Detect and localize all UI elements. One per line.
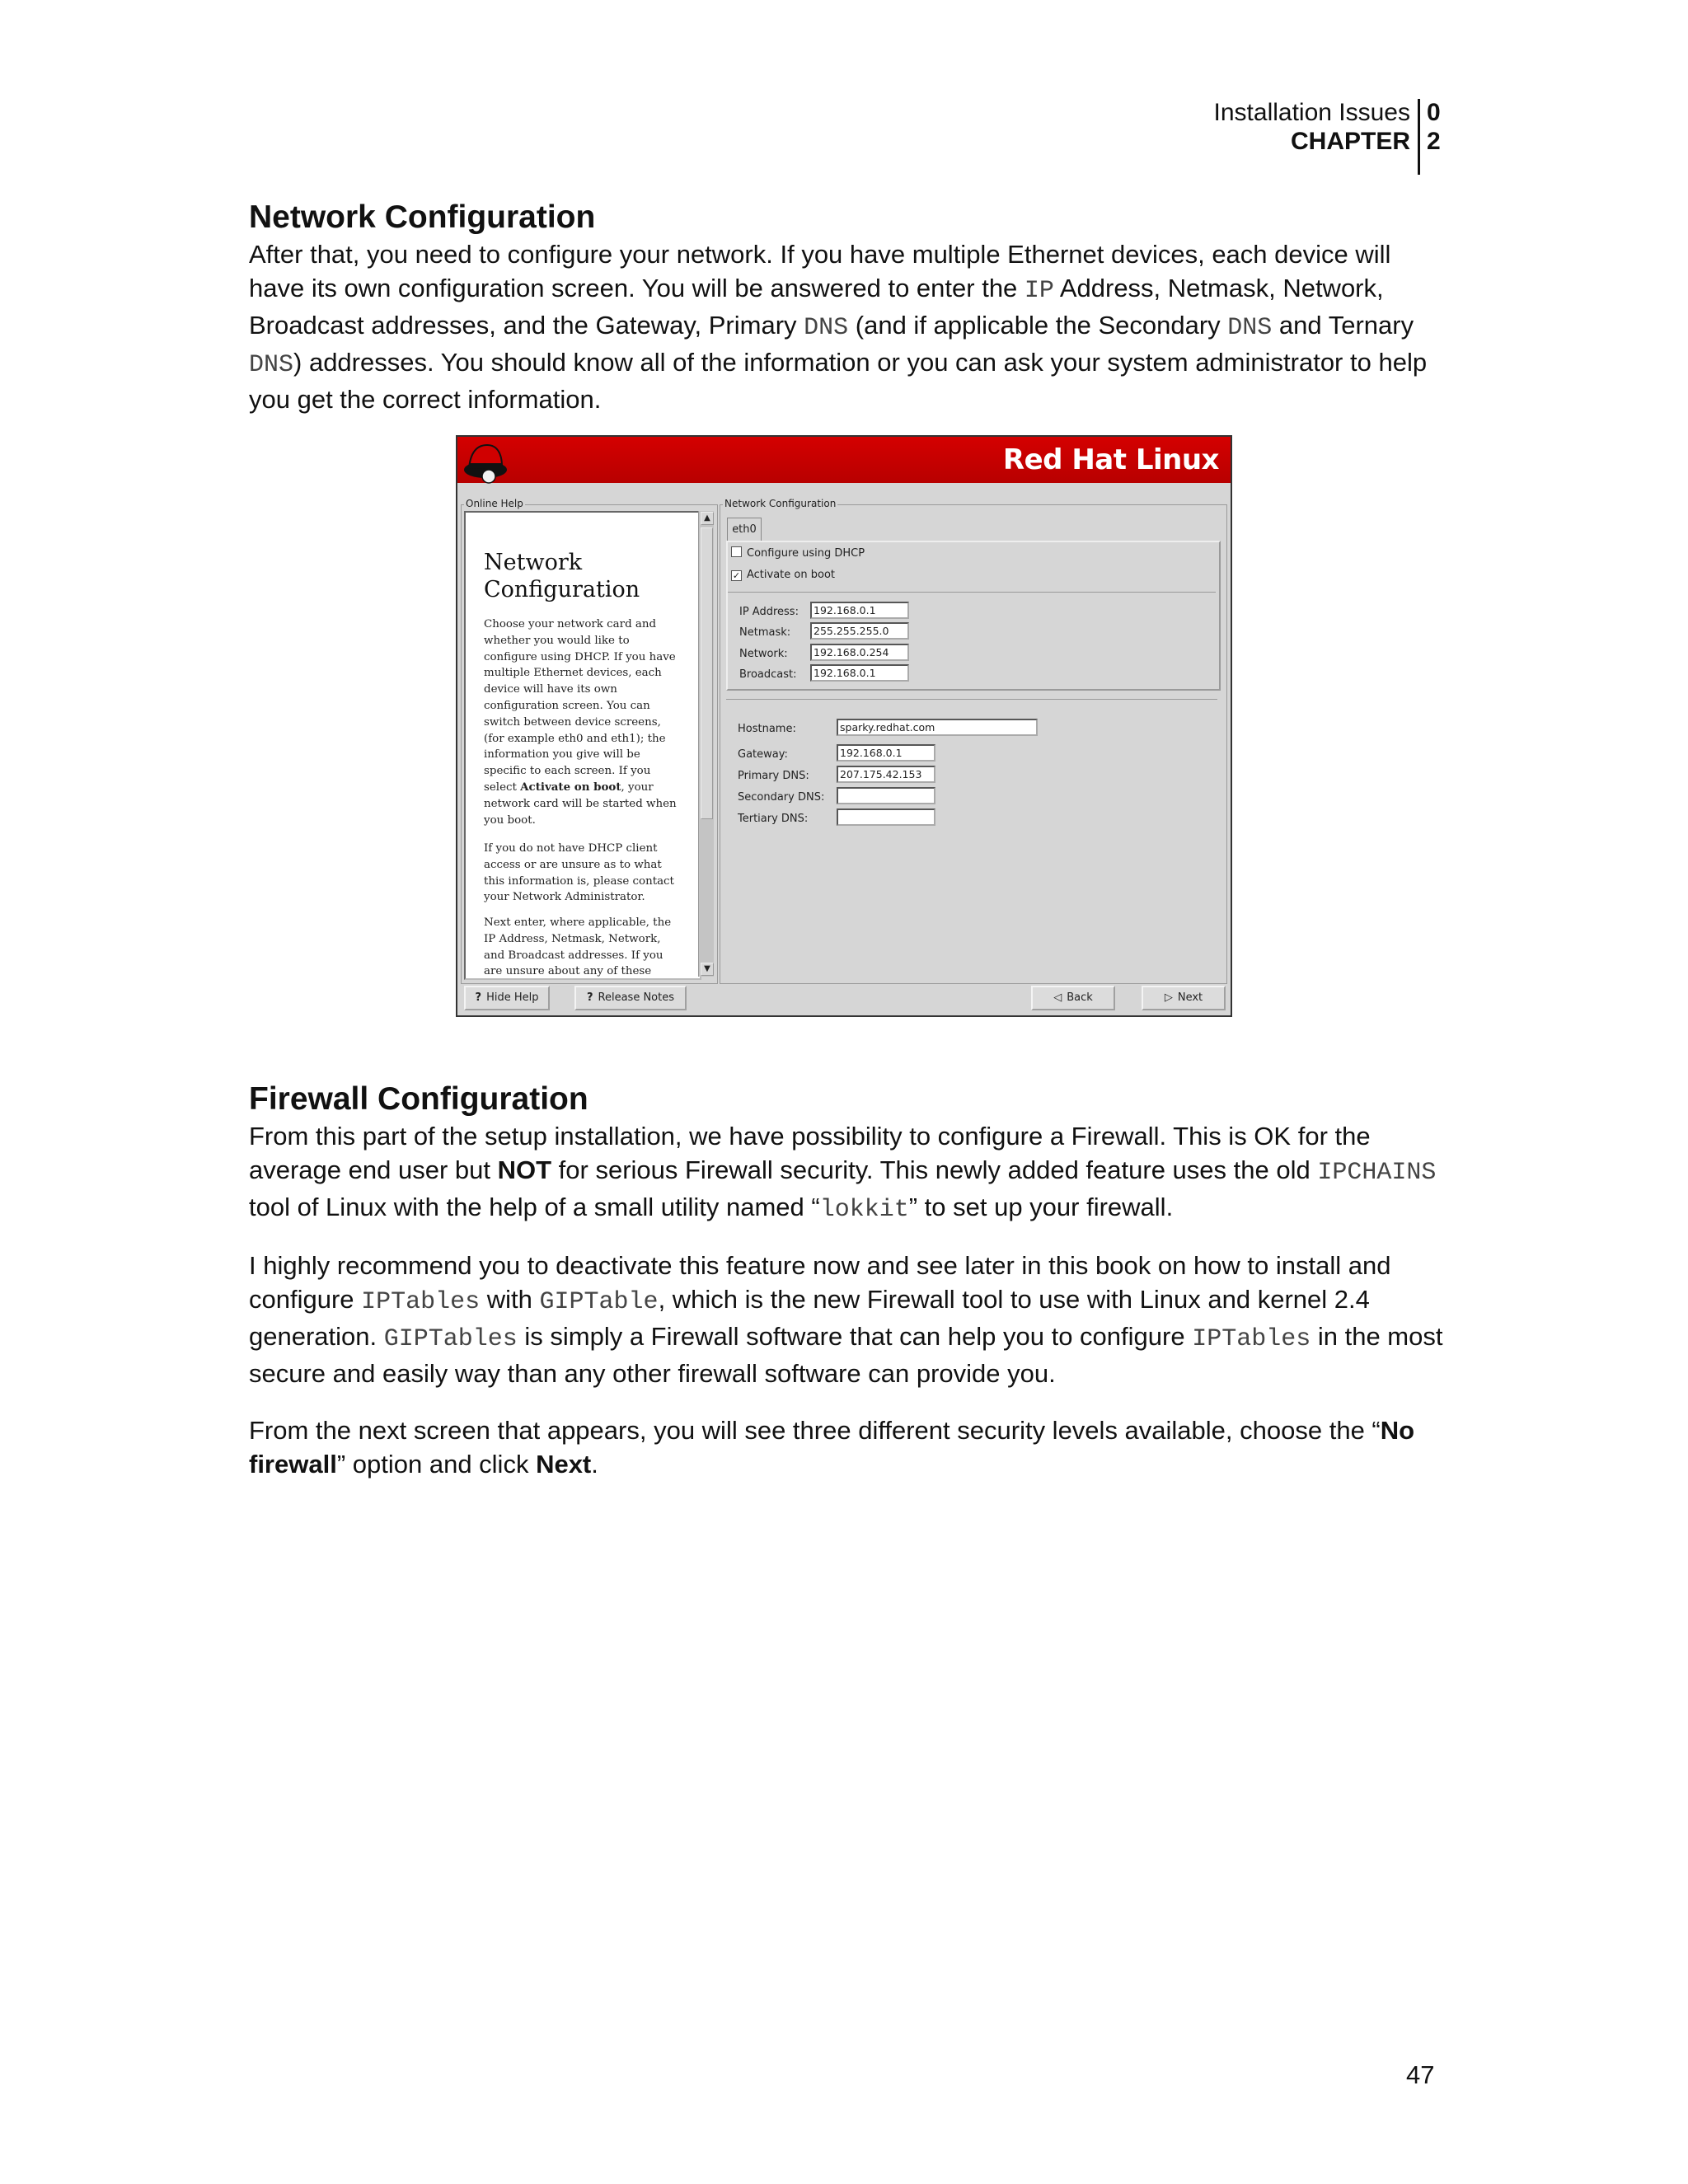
scroll-down-arrow-icon[interactable]: ▼ bbox=[701, 963, 714, 976]
redhat-shadowman-logo bbox=[461, 437, 510, 485]
header-chapter-label: CHAPTER bbox=[1290, 128, 1410, 155]
text: , your network card will be started when you boot. bbox=[484, 780, 677, 827]
header-chapter-digit-2: 2 bbox=[1427, 128, 1441, 155]
header-chapter-digit-1: 0 bbox=[1427, 99, 1441, 126]
text: After that, you need to configure your network. If you have multiple Ethernet devices, each device will have its own configuration screen. You will be answered to enter the bbox=[249, 240, 1391, 302]
hostname-input[interactable]: sparky.redhat.com bbox=[837, 719, 1038, 736]
code: IP bbox=[1024, 277, 1054, 305]
broadcast-label: Broadcast: bbox=[739, 668, 797, 681]
help-icon: ? bbox=[475, 991, 482, 1004]
next-button[interactable] bbox=[1142, 986, 1226, 1010]
button-label: Next bbox=[1177, 991, 1203, 1004]
header-section-title: Installation Issues bbox=[1213, 99, 1410, 126]
activate-on-boot-checkbox[interactable] bbox=[731, 569, 835, 581]
next-arrow-icon: ▷ bbox=[1164, 991, 1173, 1004]
text: ” option and click bbox=[336, 1450, 537, 1479]
text-bold: NOT bbox=[497, 1155, 552, 1184]
address-separator bbox=[728, 592, 1216, 593]
scroll-thumb[interactable] bbox=[701, 527, 713, 819]
code: IPTables bbox=[1192, 1325, 1311, 1353]
help-title bbox=[484, 549, 640, 603]
button-label: Back bbox=[1067, 991, 1093, 1004]
checkbox-label: Configure using DHCP bbox=[747, 547, 865, 560]
dhcp-checkbox[interactable] bbox=[731, 546, 865, 560]
text: Address, Netmask, Network, Broadcast addresses, and the Gateway, Primary bbox=[249, 274, 1384, 340]
installer-screenshot bbox=[456, 435, 1232, 1017]
netmask-input[interactable]: 255.255.255.0 bbox=[810, 622, 909, 640]
code: DNS bbox=[249, 351, 294, 379]
page-number: 47 bbox=[1406, 2060, 1435, 2089]
scroll-up-arrow-icon[interactable]: ▲ bbox=[701, 512, 714, 525]
netmask-label: Netmask: bbox=[739, 626, 791, 639]
firewall-paragraph-2 bbox=[249, 1249, 1444, 1390]
text: Choose your network card and whether you would like to configure using DHCP. If you have multiple Ethernet devices, each device will have its own configuration screen. You can switch between device screens, (for example eth0 and eth1); the information you give will be specific to each screen. If you select bbox=[484, 618, 676, 794]
text: for serious Firewall security. This newly added feature uses the old bbox=[551, 1155, 1318, 1184]
header-divider bbox=[1418, 99, 1420, 175]
text: in the most secure and easily way than any other firewall software can provide you. bbox=[249, 1322, 1443, 1388]
broadcast-input[interactable]: 192.168.0.1 bbox=[810, 664, 909, 682]
button-label: Hide Help bbox=[486, 991, 539, 1004]
text: with bbox=[480, 1285, 540, 1314]
ip-address-input[interactable]: 192.168.0.1 bbox=[810, 602, 909, 619]
gateway-label: Gateway: bbox=[738, 748, 788, 761]
help-paragraph-3: Next enter, where applicable, the IP Address, Netmask, Network, and Broadcast addresses. If you are unsure about any of these bbox=[484, 916, 672, 978]
installer-brand-title: Red Hat Linux bbox=[1002, 443, 1219, 476]
text: I highly recommend you to deactivate this feature now and see later in this book on how to install and configure bbox=[249, 1251, 1391, 1314]
network-input[interactable]: 192.168.0.254 bbox=[810, 644, 909, 661]
firewall-paragraph-1 bbox=[249, 1119, 1444, 1227]
primary-dns-label: Primary DNS: bbox=[738, 770, 809, 782]
firewall-paragraph-3 bbox=[249, 1413, 1444, 1481]
text: tool of Linux with the help of a small utility named “ bbox=[249, 1193, 820, 1221]
help-title-line-2: Configuration bbox=[484, 577, 640, 602]
installer-title-bar bbox=[457, 437, 1231, 483]
host-separator bbox=[726, 699, 1217, 700]
back-arrow-icon: ◁ bbox=[1053, 991, 1062, 1004]
text: and Ternary bbox=[1272, 311, 1414, 340]
text: From this part of the setup installation, we have possibility to configure a Firewall. This is OK for the average end user but bbox=[249, 1122, 1371, 1184]
network-label: Network: bbox=[739, 648, 788, 660]
tertiary-dns-input[interactable] bbox=[837, 808, 935, 826]
primary-dns-input[interactable]: 207.175.42.153 bbox=[837, 766, 935, 783]
online-help-label: Online Help bbox=[466, 498, 523, 509]
network-heading: Network Configuration bbox=[249, 199, 596, 235]
code: DNS bbox=[804, 314, 849, 342]
text-bold: No firewall bbox=[249, 1416, 1415, 1479]
checkbox-label: Activate on boot bbox=[747, 569, 835, 581]
text: ” to set up your firewall. bbox=[908, 1193, 1174, 1221]
text: is simply a Firewall software that can help you to configure bbox=[517, 1322, 1193, 1351]
checkbox-box-checked[interactable]: ✓ bbox=[732, 570, 741, 581]
text: From the next screen that appears, you will see three different security levels available, choose the “ bbox=[249, 1416, 1381, 1445]
release-notes-button[interactable] bbox=[574, 986, 687, 1010]
code: DNS bbox=[1227, 314, 1273, 342]
eth0-panel bbox=[726, 541, 1221, 691]
text-bold: Activate on boot bbox=[520, 780, 621, 794]
button-label: Release Notes bbox=[598, 991, 675, 1004]
tertiary-dns-label: Tertiary DNS: bbox=[738, 813, 809, 825]
firewall-heading: Firewall Configuration bbox=[249, 1081, 588, 1117]
network-config-label: Network Configuration bbox=[724, 498, 837, 509]
text: , which is the new Firewall tool to use with Linux and kernel 2.4 generation. bbox=[249, 1285, 1370, 1351]
help-scrollbar[interactable] bbox=[698, 511, 714, 977]
checkbox-box[interactable] bbox=[731, 546, 742, 557]
gateway-input[interactable]: 192.168.0.1 bbox=[837, 744, 935, 762]
hostname-label: Hostname: bbox=[738, 723, 796, 735]
code: IPCHAINS bbox=[1317, 1159, 1437, 1187]
hide-help-button[interactable] bbox=[464, 986, 550, 1010]
tab-eth0[interactable]: eth0 bbox=[727, 518, 762, 541]
online-help-pane[interactable] bbox=[464, 511, 701, 980]
help-icon: ? bbox=[586, 991, 593, 1004]
code: lokkit bbox=[819, 1196, 909, 1224]
text: (and if applicable the Secondary bbox=[848, 311, 1228, 340]
secondary-dns-label: Secondary DNS: bbox=[738, 791, 825, 804]
code: IPTables bbox=[361, 1288, 481, 1316]
secondary-dns-input[interactable] bbox=[837, 787, 935, 804]
help-title-line-1: Network bbox=[484, 550, 583, 575]
ip-address-label: IP Address: bbox=[739, 606, 799, 618]
text-bold: Next bbox=[536, 1450, 592, 1479]
help-paragraph-1 bbox=[484, 616, 682, 828]
back-button[interactable] bbox=[1031, 986, 1115, 1010]
code: GIPTable bbox=[539, 1288, 659, 1316]
text: . bbox=[591, 1450, 598, 1479]
code: GIPTables bbox=[383, 1325, 518, 1353]
network-paragraph bbox=[249, 237, 1444, 416]
text: ) addresses. You should know all of the information or you can ask your system administrator to help you get the correct information. bbox=[249, 348, 1428, 414]
help-paragraph-2: If you do not have DHCP client access or are unsure as to what this information is, please contact your Network Administrator. bbox=[484, 842, 674, 904]
